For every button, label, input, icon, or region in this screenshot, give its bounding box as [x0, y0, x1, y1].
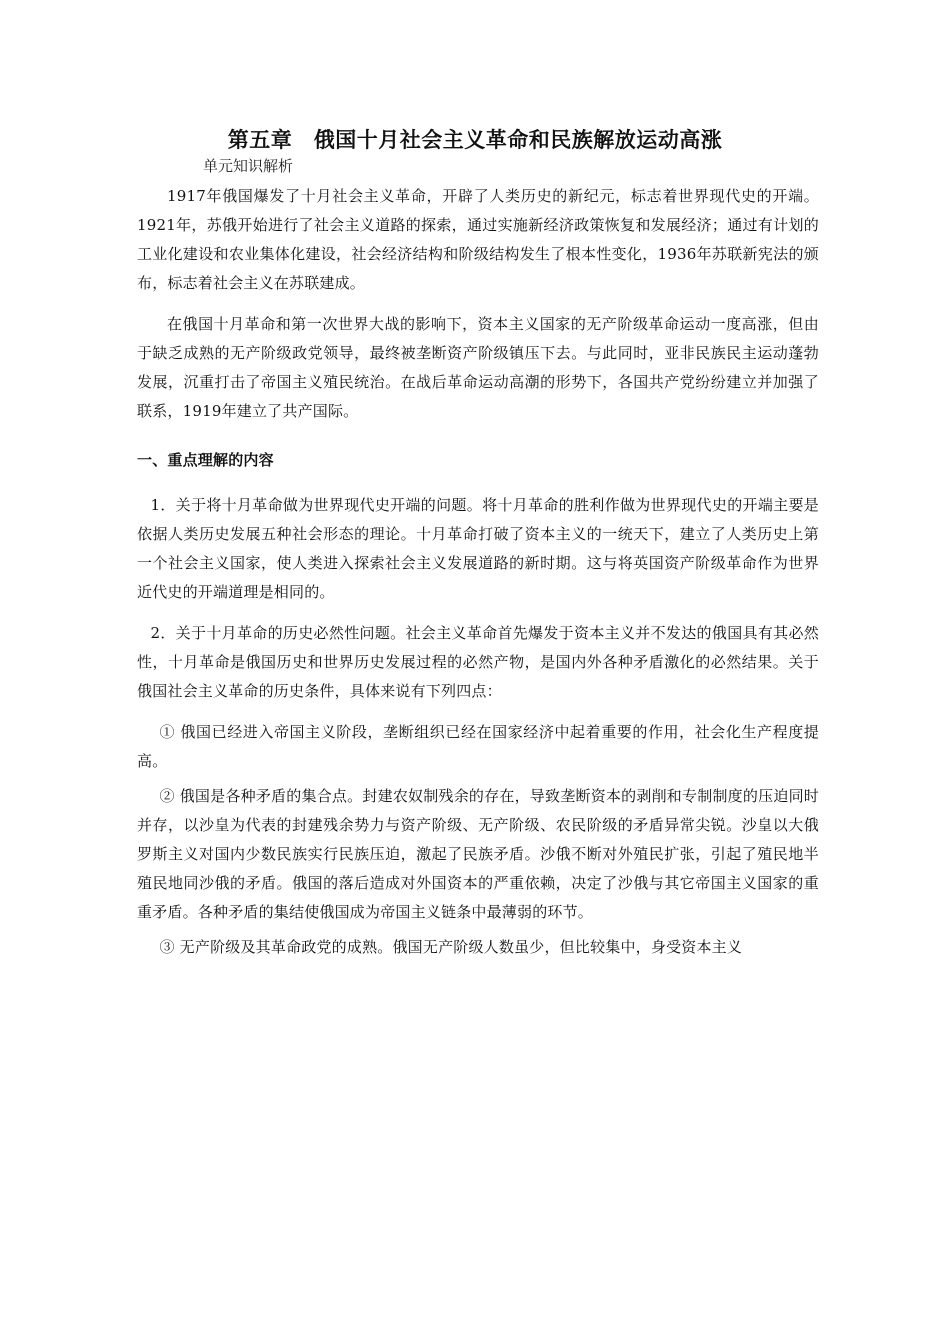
point-paragraph-2: 2．关于十月革命的历史必然性问题。社会主义革命首先爆发于资本主义并不发达的俄国具有其必然性，十月革命是俄国历史和世界历史发展过程的必然产物，是国内外各种矛盾激化的必然结果。关于俄国社会主义革命的历史条件，具体来说有下列四点：	[137, 624, 819, 700]
intro-paragraph-2: 在俄国十月革命和第一次世界大战的影响下，资本主义国家的无产阶级革命运动一度高涨，但由于缺乏成熟的无产阶级政党领导，最终被垄断资产阶级镇压下去。与此同时，亚非民族民主运动蓬勃发展，沉重打击了帝国主义殖民统治。在战后革命运动高潮的形势下，各国共产党纷纷建立并加强了联系，1919年建立了共产国际。	[137, 315, 819, 420]
intro-paragraph-1: 1917年俄国爆发了十月社会主义革命，开辟了人类历史的新纪元，标志着世界现代史的开端。1921年，苏俄开始进行了社会主义道路的探索，通过实施新经济政策恢复和发展经济；通过有计划的工业化建设和农业集体化建设，社会经济结构和阶级结构发生了根本性变化，1936年苏联新宪法的颁布，标志着社会主义在苏联建成。	[137, 187, 819, 292]
condition-item-2: ② 俄国是各种矛盾的集合点。封建农奴制残余的存在，导致垄断资本的剥削和专制制度的压迫同时并存，以沙皇为代表的封建残余势力与资产阶级、无产阶级、农民阶级的矛盾异常尖锐。沙皇以大俄罗斯主义对国内少数民族实行民族压迫，激起了民族矛盾。沙俄不断对外殖民扩张，引起了殖民地半殖民地同沙俄的矛盾。俄国的落后造成对外国资本的严重依赖，决定了沙俄与其它帝国主义国家的重重矛盾。各种矛盾的集结使俄国成为帝国主义链条中最薄弱的环节。	[137, 787, 819, 921]
condition-item-3: ③ 无产阶级及其革命政党的成熟。俄国无产阶级人数虽少，但比较集中，身受资本主义	[159, 938, 743, 956]
chapter-title: 第五章 俄国十月社会主义革命和民族解放运动高涨	[227, 128, 723, 152]
condition-item-1: ① 俄国已经进入帝国主义阶段，垄断组织已经在国家经济中起着重要的作用，社会化生产程度提高。	[137, 723, 819, 770]
section-heading: 一、重点理解的内容	[137, 451, 274, 469]
point-paragraph-1: 1．关于将十月革命做为世界现代史开端的问题。将十月革命的胜利作做为世界现代史的开端主要是依据人类历史发展五种社会形态的理论。十月革命打破了资本主义的一统天下，建立了人类历史上第一个社会主义国家，使人类进入探索社会主义发展道路的新时期。这与将英国资产阶级革命作为世界近代史的开端道理是相同的。	[137, 496, 819, 601]
subtitle: 单元知识解析	[203, 157, 294, 175]
document-body	[137, 182, 819, 968]
